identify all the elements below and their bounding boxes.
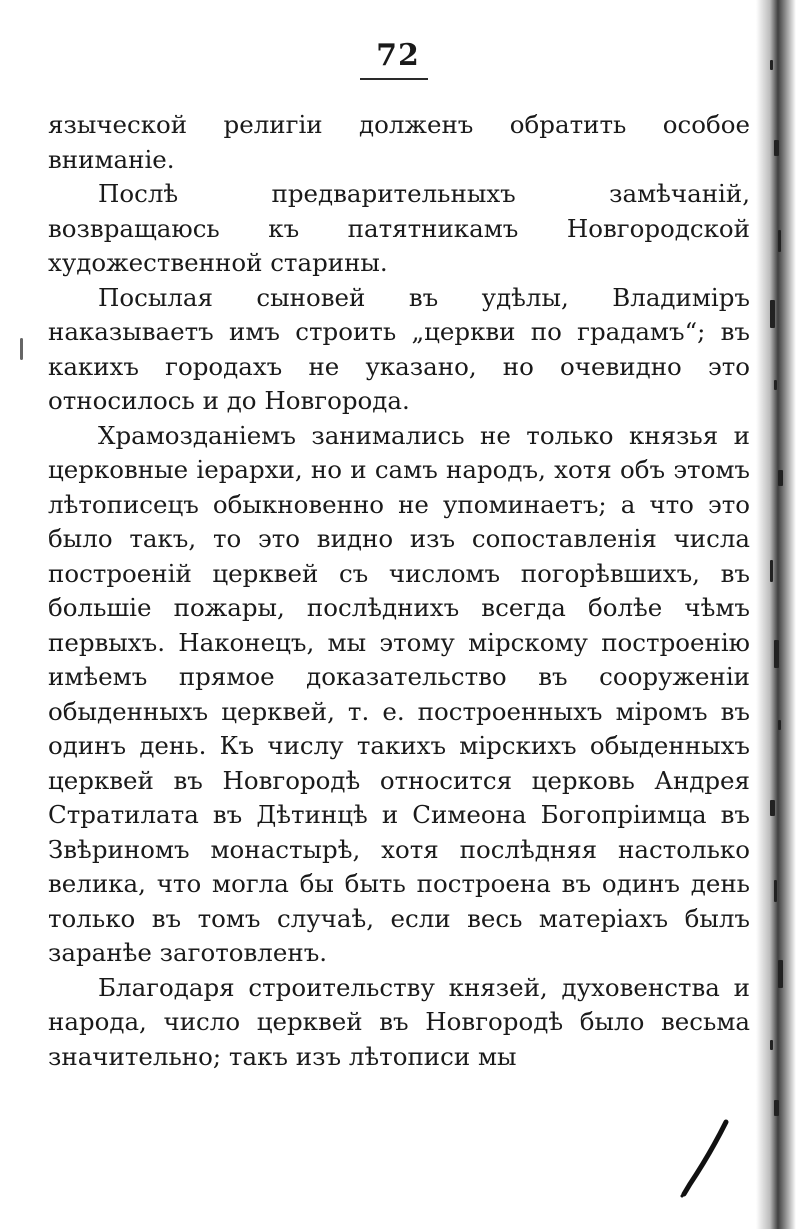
edge-speck [778, 720, 781, 730]
edge-speck [770, 300, 775, 328]
edge-speck [774, 380, 777, 390]
edge-speck [778, 960, 783, 988]
pen-mark-icon [678, 1118, 730, 1198]
body-text [48, 108, 750, 1074]
edge-speck [778, 230, 781, 252]
edge-speck [778, 470, 783, 486]
edge-speck [774, 1100, 779, 1116]
edge-speck [774, 640, 779, 668]
edge-speck [770, 560, 773, 582]
edge-speck [770, 60, 773, 70]
page-number-rule [360, 78, 428, 80]
paragraph-5: Благодаря строительству князей, духовенства и народа, число церквей въ Новгородѣ было весьма значительно; такъ изъ лѣтописи мы [48, 972, 750, 1071]
page-number: 72 [376, 38, 420, 73]
edge-speck [770, 800, 775, 816]
paragraph-2: Послѣ предварительныхъ замѣчаній, возвращаюсь къ патятникамъ Новгородской художественной старины. [48, 179, 750, 277]
edge-speck [774, 880, 777, 902]
paragraph-1: языческой религіи долженъ обратить особое вниманіе. [48, 110, 750, 174]
edge-speck [770, 1040, 773, 1050]
paragraph-4: Храмозданіемъ занимались не только князья и церковные іерархи, но и самъ народъ, хотя объ этомъ лѣтописецъ обыкновенно не упоминаетъ; а что это было такъ, то это видно изъ сопоставленія числа построеній церквей съ числомъ погорѣвшихъ, въ большіе пожары, послѣднихъ всегда болѣе чѣмъ первыхъ. Наконецъ, мы этому мірскому построенію имѣемъ прямое доказательство въ сооруженіи обыденныхъ церквей, т. е. построенныхъ міромъ въ одинъ день. Къ числу такихъ мірскихъ обыденныхъ церквей въ Новгородѣ относится церковь Андрея Стратилата въ Дѣтинцѣ и Симеона Богопріимца въ Звѣриномъ монастырѣ, хотя послѣдняя настолько велика, что могла бы быть построена въ одинъ день только въ томъ случаѣ, если весь матеріахъ былъ заранѣе заготовленъ. [48, 420, 750, 967]
edge-speck [774, 140, 779, 156]
scanned-page-edge [756, 0, 796, 1229]
paragraph-3: Посылая сыновей въ удѣлы, Владиміръ наказываетъ имъ строить „церкви по градамъ“; въ какихъ городахъ не указано, но очевидно это относилось и до Новгорода. [48, 282, 750, 415]
margin-mark [20, 338, 23, 360]
